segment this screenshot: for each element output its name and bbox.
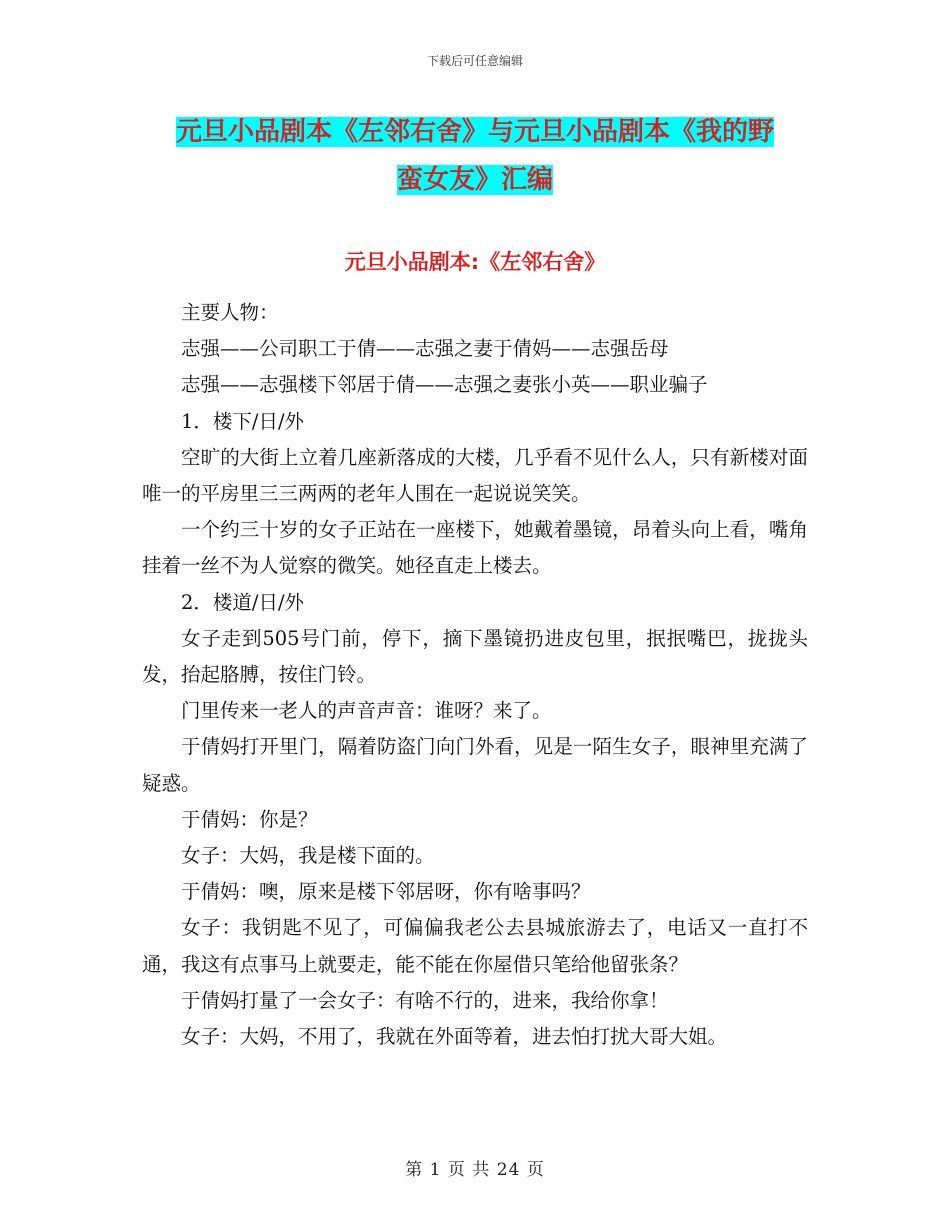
paragraph: 一个约三十岁的女子正站在一座楼下，她戴着墨镜，昂着头向上看，嘴角挂着一丝不为人觉察的微笑。她径直走上楼去。 [142, 518, 808, 578]
paragraph: 志强——公司职工于倩——志强之妻于倩妈——志强岳母 [181, 337, 669, 361]
page-number: 第 1 页 共 24 页 [405, 1160, 545, 1180]
paragraph: 于倩妈打量了一会女子：有啥不行的，进来，我给你拿！ [181, 988, 669, 1012]
paragraph: 1．楼下/日/外 [181, 409, 305, 433]
paragraph: 空旷的大街上立着几座新落成的大楼，几乎看不见什么人，只有新楼对面唯一的平房里三三两两的老年人围在一起说说笑笑。 [142, 445, 808, 506]
paragraph: 主要人物： [181, 301, 279, 324]
document-title-line-1: 元旦小品剧本《左邻右舍》与元旦小品剧本《我的野 [175, 117, 774, 147]
paragraph: 女子：大妈，我是楼下面的。 [181, 844, 435, 868]
paragraph: 女子：我钥匙不见了，可偏偏我老公去县城旅游去了，电话又一直打不通，我这有点事马上就要走，能不能在你屋借只笔给他留张条？ [142, 916, 808, 976]
paragraph: 于倩妈：噢，原来是楼下邻居呀，你有啥事吗？ [181, 880, 591, 904]
document-title-line-2: 蛮女友》汇编 [396, 165, 553, 195]
document-title [140, 108, 810, 204]
paragraph: 2．楼道/日/外 [181, 590, 305, 614]
paragraph: 于倩妈：你是？ [181, 807, 318, 831]
paragraph: 于倩妈打开里门，隔着防盗门向门外看，见是一陌生女子，眼神里充满了疑惑。 [142, 735, 808, 795]
paragraph: 门里传来一老人的声音声音：谁呀？来了。 [181, 699, 552, 723]
paragraph: 志强——志强楼下邻居于倩——志强之妻张小英——职业骗子 [181, 373, 708, 397]
script-body [142, 295, 808, 1055]
paragraph: 女子走到505号门前，停下，摘下墨镜扔进皮包里，抿抿嘴巴，拢拢头发，抬起胳膊，按住门铃。 [142, 626, 808, 687]
paragraph: 女子：大妈，不用了，我就在外面等着，进去怕打扰大哥大姐。 [181, 1025, 728, 1049]
header-note: 下载后可任意编辑 [426, 54, 523, 68]
section-title: 元旦小品剧本:《左邻右舍》 [344, 250, 606, 274]
